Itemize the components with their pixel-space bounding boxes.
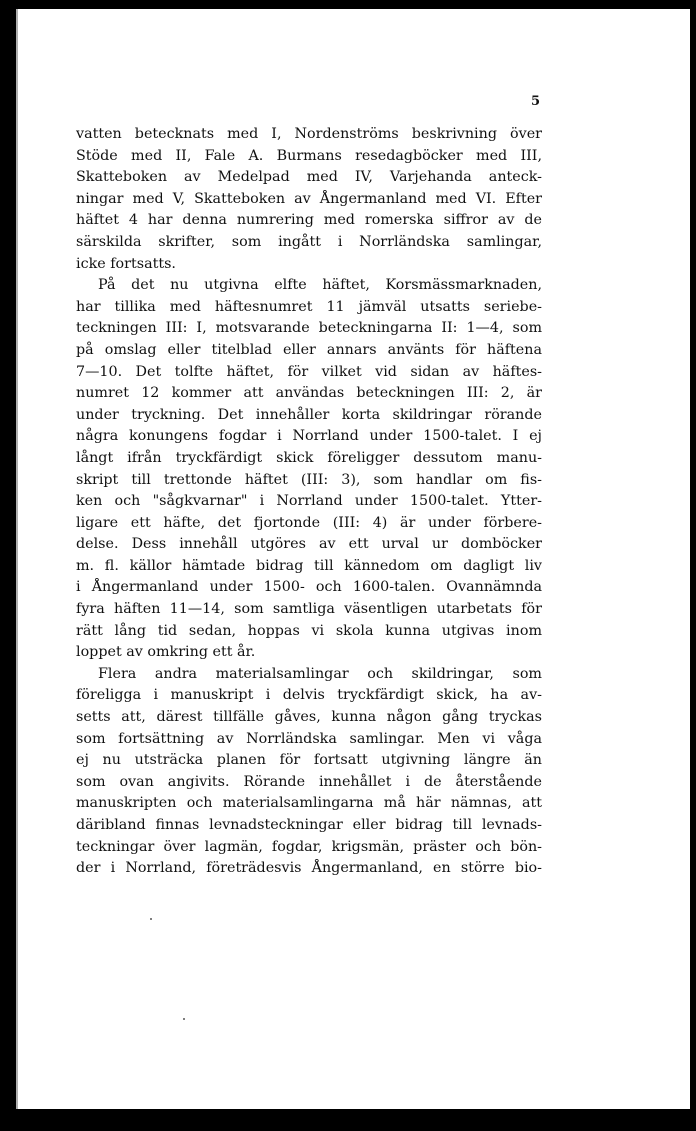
scan-border-top [0, 0, 696, 9]
scan-border-right [690, 0, 696, 1131]
text-line: 7—10. Det tolfte häftet, för vilket vid sidan av häftes- [76, 363, 542, 380]
text-line: På det nu utgivna elfte häftet, Korsmässmarknaden, [98, 277, 542, 294]
scan-speck [183, 1018, 185, 1020]
scan-border-left [0, 0, 16, 1131]
text-line: setts att, därest tillfälle gåves, kunna någon gång tryckas [76, 709, 542, 726]
text-line: som ovan angivits. Rörande innehållet i de återstående [76, 773, 542, 790]
text-line: manuskripten och materialsamlingarna må här nämnas, att [76, 795, 542, 812]
text-line: Flera andra materialsamlingar och skildringar, som [98, 665, 542, 682]
text-line: loppet av omkring ett år. [76, 644, 256, 661]
text-line: skript till trettonde häftet (III: 3), som handlar om fis- [76, 471, 542, 488]
text-line: har tillika med häftesnumret 11 jämväl utsatts seriebe- [76, 298, 542, 315]
text-line: m. fl. källor hämtade bidrag till kännedom om dagligt liv [76, 557, 542, 574]
text-line: Skatteboken av Medelpad med IV, Varjehanda anteck- [76, 169, 542, 186]
text-line: ligare ett häfte, det fjortonde (III: 4) är under förbere- [76, 514, 542, 531]
text-line: på omslag eller titelblad eller annars använts för häftena [76, 341, 542, 358]
text-line: rätt lång tid sedan, hoppas vi skola kunna utgivas inom [76, 622, 542, 639]
text-line: numret 12 kommer att användas beteckningen III: 2, är [76, 385, 542, 402]
text-line: långt ifrån tryckfärdigt skick föreligger dessutom manu- [76, 449, 542, 466]
text-line: i Ångermanland under 1500- och 1600-talen. Ovannämnda [76, 579, 542, 596]
scan-speck [150, 918, 152, 920]
scan-border-bottom [0, 1109, 696, 1131]
body-text [76, 124, 542, 880]
text-line: under tryckning. Det innehåller korta skildringar rörande [76, 406, 542, 423]
text-line: ningar med V, Skatteboken av Ångermanland med VI. Efter [76, 190, 542, 207]
text-line: teckningen III: I, motsvarande beteckningarna II: 1—4, som [76, 320, 542, 337]
text-line: icke fortsatts. [76, 255, 176, 272]
text-line: föreligga i manuskript i delvis tryckfärdigt skick, ha av- [76, 687, 542, 704]
page-edge-shadow [16, 9, 18, 1109]
text-line: häftet 4 har denna numrering med romerska siffror av de [76, 212, 542, 229]
text-line: några konungens fogdar i Norrland under 1500-talet. I ej [76, 428, 542, 445]
text-line: däribland finnas levnadsteckningar eller bidrag till levnads- [76, 817, 542, 833]
text-line: teckningar över lagmän, fogdar, krigsmän, präster och bön- [76, 838, 542, 855]
text-line: der i Norrland, företrädesvis Ångermanland, en större bio- [76, 860, 542, 877]
text-line: som fortsättning av Norrländska samlingar. Men vi våga [76, 730, 542, 747]
text-line: vatten betecknats med I, Nordenströms beskrivning över [76, 126, 542, 142]
text-line: ken och "sågkvarnar" i Norrland under 1500-talet. Ytter- [76, 493, 542, 510]
text-line: ej nu utsträcka planen för fortsatt utgivning längre än [76, 752, 542, 769]
text-line: delse. Dess innehåll utgöres av ett urval ur domböcker [76, 536, 542, 553]
page-number: 5 [531, 94, 541, 109]
text-line: fyra häften 11—14, som samtliga väsentligen utarbetats för [76, 601, 542, 618]
text-line: Stöde med II, Fale A. Burmans resedagböcker med III, [76, 147, 542, 164]
text-line: särskilda skrifter, som ingått i Norrländska samlingar, [76, 233, 542, 250]
